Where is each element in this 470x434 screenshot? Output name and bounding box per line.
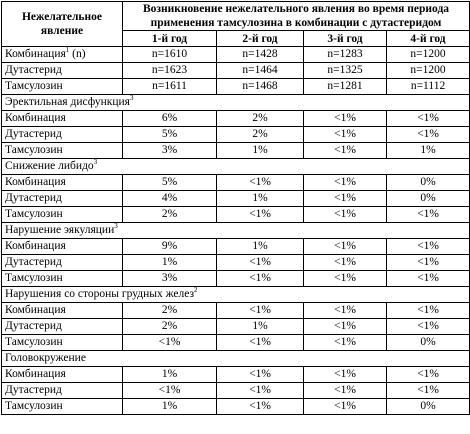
cell-value: 1% (387, 143, 470, 159)
header-year-2: 2-й год (217, 31, 304, 47)
table-row (2, 383, 470, 399)
cell-value: <1% (304, 399, 387, 415)
table-body (2, 47, 470, 415)
header-adverse-event: Нежелательное явление (2, 2, 123, 47)
cell-value: 9% (123, 239, 217, 255)
count-row (2, 63, 470, 79)
section-row (2, 351, 470, 367)
cell-value: <1% (217, 255, 304, 271)
cell-value: <1% (387, 383, 470, 399)
cell-value: n=1200 (387, 47, 470, 63)
group-label: Дутастерид (5, 64, 62, 76)
cell-value: 1% (123, 255, 217, 271)
footnote-mark: 1 (65, 46, 70, 55)
cell-value: <1% (217, 335, 304, 351)
cell-value: <1% (304, 207, 387, 223)
cell-value: <1% (123, 383, 217, 399)
cell-value: <1% (387, 255, 470, 271)
section-label: Головокружение (5, 352, 86, 364)
header-occurrence-period: Возникновение нежелательного явления во время периода применения тамсулозина в комбинации с дутастеридом (123, 2, 470, 31)
cell-value: <1% (387, 271, 470, 287)
cell-value: 0% (387, 175, 470, 191)
cell-value: <1% (304, 191, 387, 207)
table-row (2, 399, 470, 415)
cell-value: n=1281 (304, 79, 387, 95)
cell-value: <1% (217, 399, 304, 415)
cell-value: <1% (217, 303, 304, 319)
table-row (2, 175, 470, 191)
group-name: Тамсулозин (2, 143, 123, 159)
group-name: Тамсулозин (2, 207, 123, 223)
footnote-mark: 3 (129, 94, 134, 103)
group-label: Тамсулозин (5, 80, 63, 92)
footnote-mark: 3 (93, 158, 98, 167)
group-name: Тамсулозин (2, 271, 123, 287)
cell-value: 1% (217, 319, 304, 335)
adverse-events-table (1, 1, 470, 415)
section-label: Нарушение эякуляции (5, 224, 115, 236)
header-year-3: 3-й год (304, 31, 387, 47)
table-row (2, 367, 470, 383)
cell-value: n=1200 (387, 63, 470, 79)
cell-value: 5% (123, 127, 217, 143)
cell-value: n=1428 (217, 47, 304, 63)
cell-value: <1% (304, 255, 387, 271)
cell-value: <1% (217, 383, 304, 399)
table-row (2, 271, 470, 287)
cell-value: <1% (387, 239, 470, 255)
table-row (2, 335, 470, 351)
table-header (2, 2, 470, 47)
table-row (2, 239, 470, 255)
count-row (2, 47, 470, 63)
cell-value: 1% (217, 143, 304, 159)
section-title (2, 95, 470, 111)
section-title (2, 287, 470, 303)
cell-value: <1% (304, 127, 387, 143)
cell-value: <1% (304, 143, 387, 159)
cell-value: <1% (304, 175, 387, 191)
count-row (2, 79, 470, 95)
table-row (2, 111, 470, 127)
table-row (2, 127, 470, 143)
cell-value: <1% (123, 335, 217, 351)
cell-value: 6% (123, 111, 217, 127)
cell-value: n=1623 (123, 63, 217, 79)
table-row (2, 319, 470, 335)
cell-value: <1% (304, 303, 387, 319)
cell-value: <1% (304, 319, 387, 335)
cell-value: 1% (123, 399, 217, 415)
cell-value: 0% (387, 191, 470, 207)
table-row (2, 255, 470, 271)
cell-value: <1% (387, 303, 470, 319)
cell-value: <1% (387, 319, 470, 335)
cell-value: 0% (387, 335, 470, 351)
group-name: Комбинация (2, 175, 123, 191)
cell-value: <1% (304, 271, 387, 287)
section-row (2, 223, 470, 239)
cell-value: <1% (387, 367, 470, 383)
group-name: Дутастерид (2, 319, 123, 335)
group-name: Тамсулозин (2, 335, 123, 351)
cell-value: 2% (217, 111, 304, 127)
cell-value: 1% (217, 191, 304, 207)
cell-value: n=1112 (387, 79, 470, 95)
cell-value: <1% (217, 207, 304, 223)
cell-value: <1% (304, 367, 387, 383)
table-row (2, 191, 470, 207)
group-name: Комбинация (2, 239, 123, 255)
cell-value: <1% (304, 111, 387, 127)
group-name: Комбинация (2, 111, 123, 127)
cell-value: 2% (217, 127, 304, 143)
table-row (2, 207, 470, 223)
cell-value: 1% (123, 367, 217, 383)
section-title (2, 351, 470, 367)
group-name: Дутастерид (2, 191, 123, 207)
section-label: Снижение либидо (5, 160, 94, 172)
cell-value: <1% (217, 175, 304, 191)
cell-value: 5% (123, 175, 217, 191)
cell-value: 2% (123, 303, 217, 319)
cell-value: 2% (123, 207, 217, 223)
group-name (2, 47, 123, 63)
table-row (2, 143, 470, 159)
cell-value: <1% (387, 207, 470, 223)
group-name: Тамсулозин (2, 399, 123, 415)
cell-value: 1% (217, 239, 304, 255)
section-row (2, 159, 470, 175)
section-title (2, 159, 470, 175)
cell-value: <1% (304, 335, 387, 351)
cell-value: <1% (304, 383, 387, 399)
section-row (2, 95, 470, 111)
group-name (2, 79, 123, 95)
group-name: Комбинация (2, 367, 123, 383)
section-label: Эректильная дисфункция (5, 96, 130, 108)
cell-value: n=1610 (123, 47, 217, 63)
section-row (2, 287, 470, 303)
cell-value: 3% (123, 143, 217, 159)
cell-value: <1% (387, 111, 470, 127)
cell-value: n=1468 (217, 79, 304, 95)
header-year-1: 1-й год (123, 31, 217, 47)
cell-value: 3% (123, 271, 217, 287)
section-title (2, 223, 470, 239)
cell-value: 4% (123, 191, 217, 207)
cell-value: 0% (387, 399, 470, 415)
section-label: Нарушения со стороны грудных желез (5, 288, 195, 300)
group-suffix: (n) (69, 48, 86, 60)
cell-value: <1% (304, 239, 387, 255)
group-label: Комбинация (5, 48, 66, 60)
cell-value: n=1464 (217, 63, 304, 79)
group-name: Дутастерид (2, 255, 123, 271)
footnote-mark: 2 (194, 286, 198, 295)
cell-value: n=1611 (123, 79, 217, 95)
table-row (2, 303, 470, 319)
footnote-mark: 3 (114, 222, 118, 231)
cell-value: n=1325 (304, 63, 387, 79)
cell-value: <1% (387, 127, 470, 143)
group-name: Дутастерид (2, 383, 123, 399)
cell-value: <1% (217, 367, 304, 383)
group-name (2, 63, 123, 79)
cell-value: n=1283 (304, 47, 387, 63)
header-year-4: 4-й год (387, 31, 470, 47)
group-name: Комбинация (2, 303, 123, 319)
cell-value: <1% (217, 271, 304, 287)
group-name: Дутастерид (2, 127, 123, 143)
cell-value: 2% (123, 319, 217, 335)
